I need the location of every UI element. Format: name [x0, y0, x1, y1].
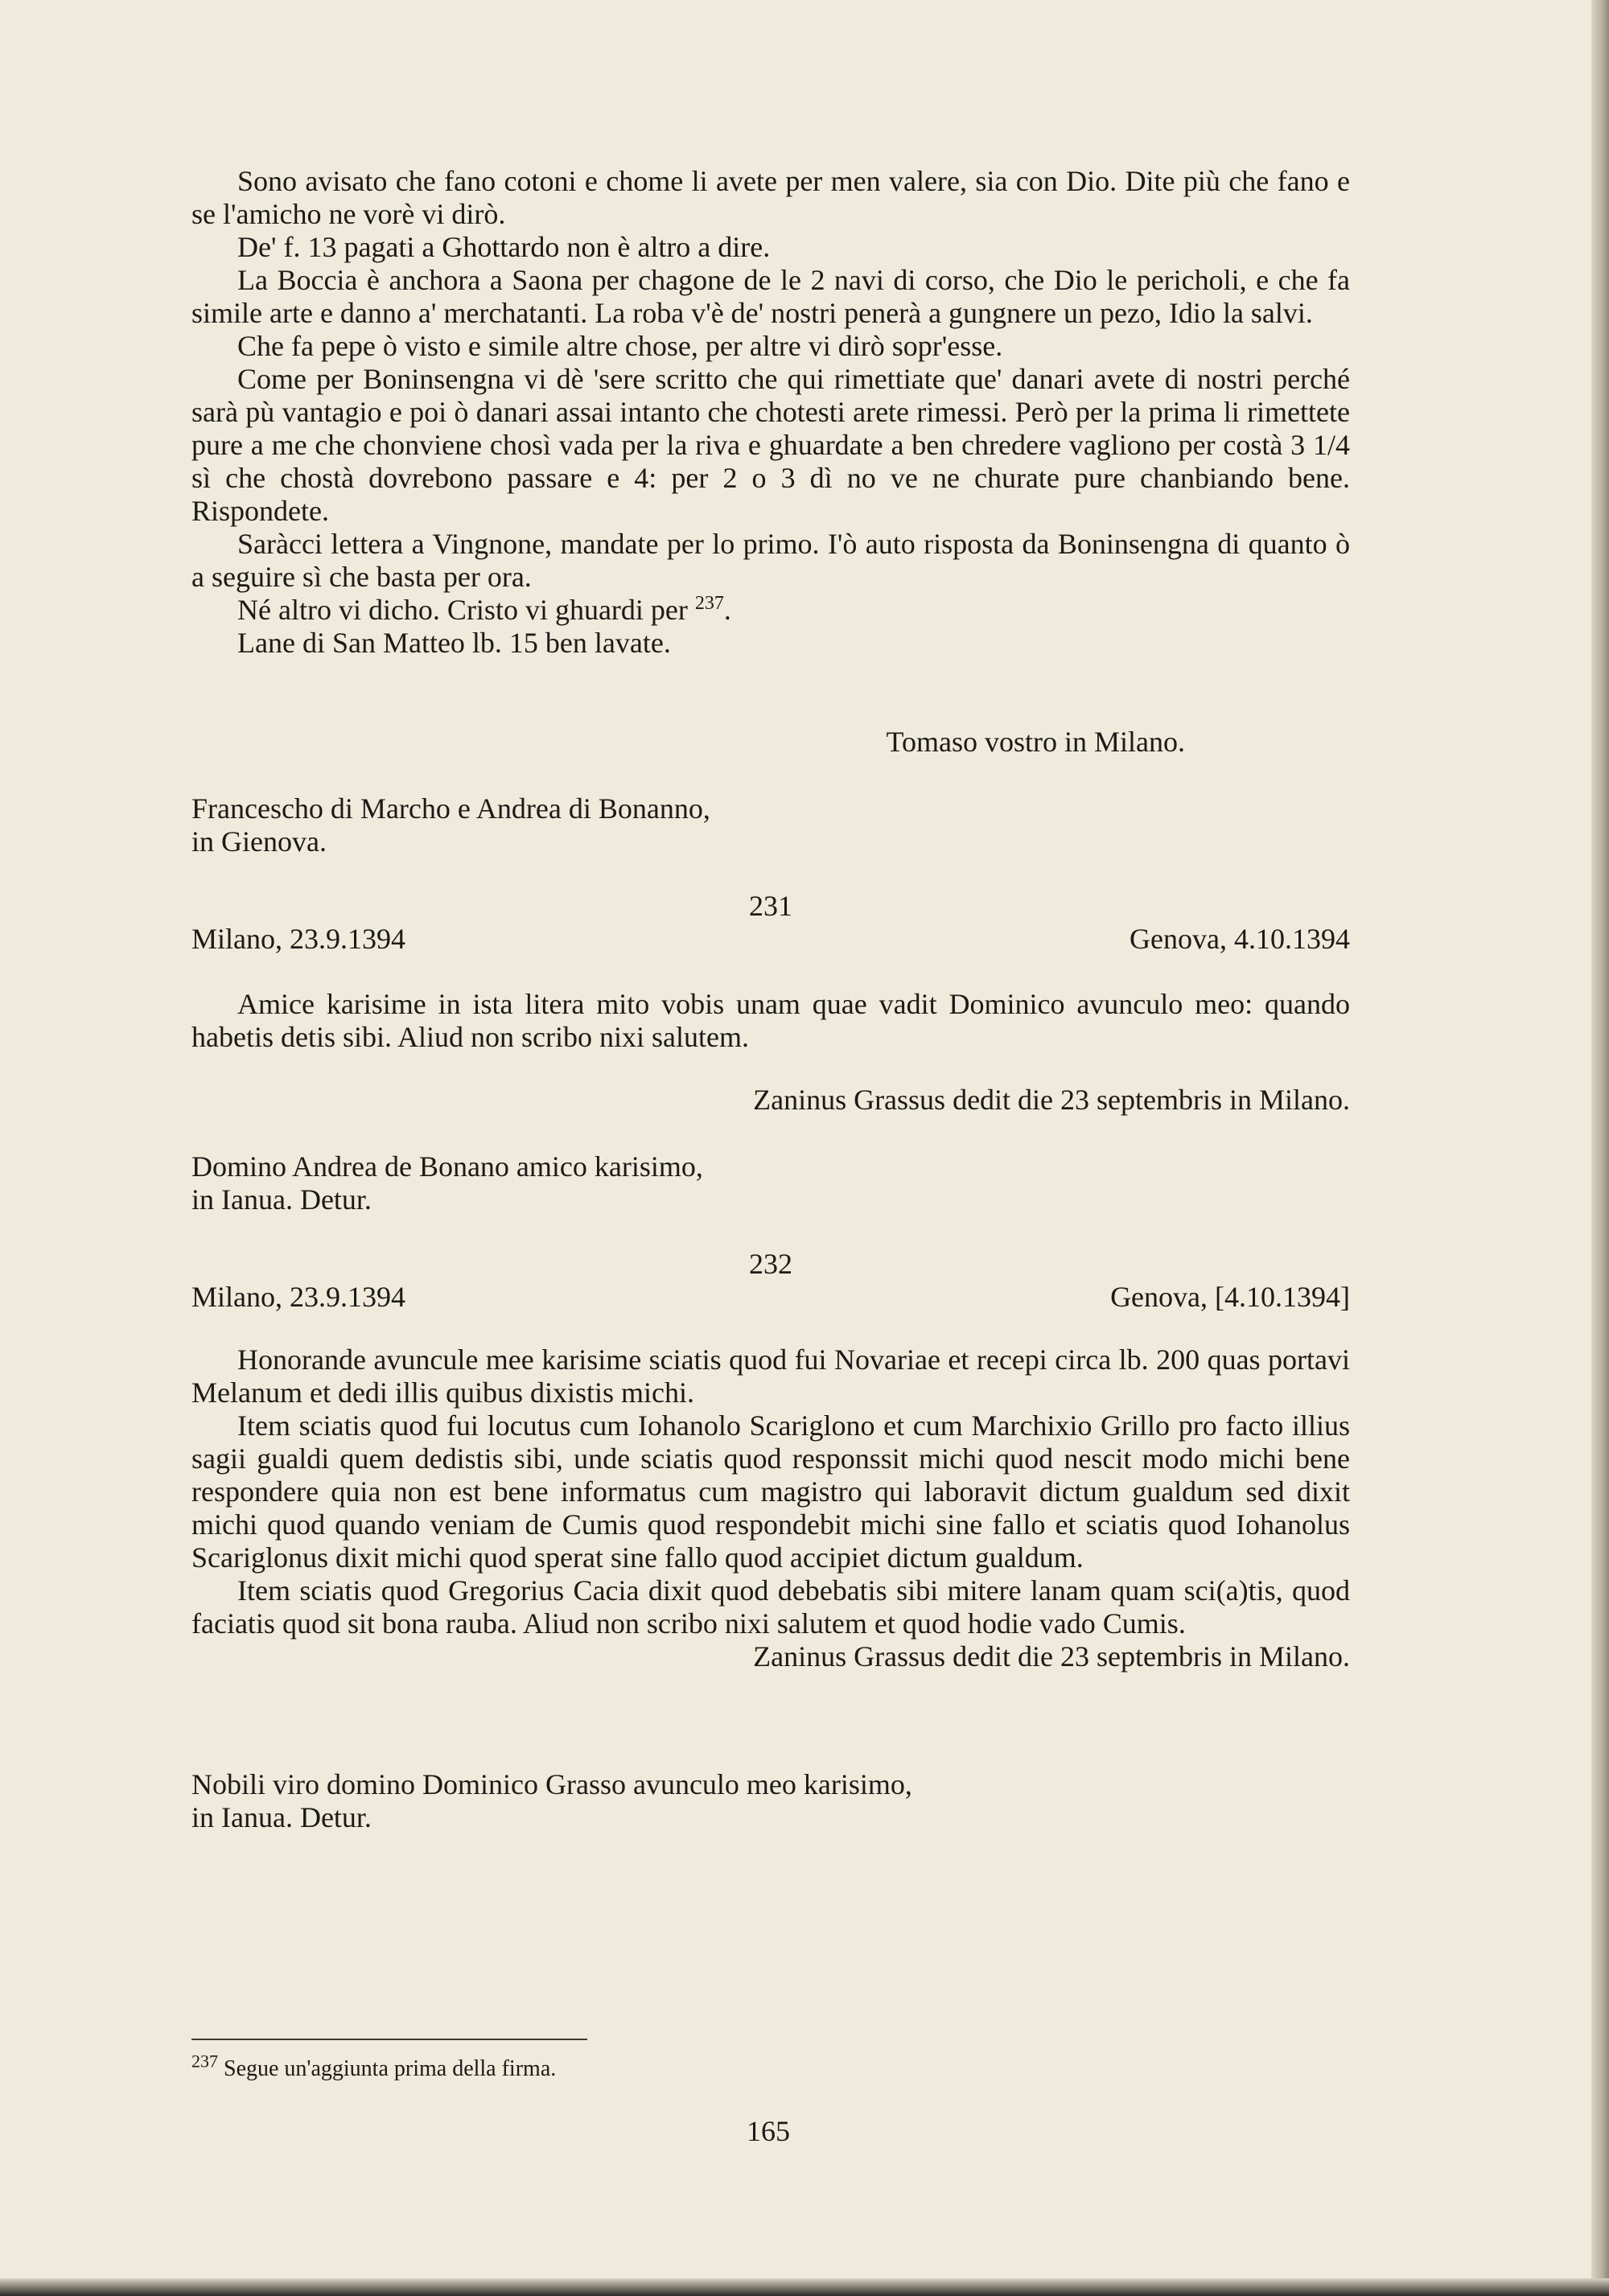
footnote-rule: [191, 2039, 587, 2040]
address-line: Nobili viro domino Dominico Grasso avunculo meo karisimo,: [191, 1768, 912, 1800]
page-number: 165: [747, 2115, 790, 2147]
letter-232-address: [191, 1768, 1350, 1834]
date-from: Milano, 23.9.1394: [191, 1281, 405, 1313]
dateline: [191, 1281, 1350, 1314]
letter-231-address: [191, 1150, 1350, 1216]
dateline: [191, 923, 1350, 956]
letter-232-body: [191, 1343, 1350, 1673]
paragraph: Saràcci lettera a Vingnone, mandate per lo primo. I'ò auto risposta da Boninsengna di quanto ò a seguire sì che basta per ora.: [191, 528, 1350, 593]
address-line: in Ianua. Detur.: [191, 1183, 372, 1216]
paragraph: Sono avisato che fano cotoni e chome li avete per men valere, sia con Dio. Dite più che fano e se l'amicho ne vorè vi dirò.: [191, 165, 1350, 230]
letter-231-body: [191, 988, 1350, 1054]
paragraph: Che fa pepe ò visto e simile altre chose, per altre vi dirò sopr'esse.: [237, 330, 1003, 362]
signature: Tomaso vostro in Milano.: [886, 726, 1185, 758]
address-line: in Ianua. Detur.: [191, 1801, 372, 1833]
address-line: Francescho di Marcho e Andrea di Bonanno,: [191, 792, 710, 825]
address-line: Domino Andrea de Bonano amico karisimo,: [191, 1150, 703, 1183]
footnote-number: 237: [191, 2051, 218, 2072]
page-edge-right: [1591, 0, 1609, 2296]
signature: Zaninus Grassus dedit die 23 septembris in Milano.: [753, 1084, 1350, 1116]
closing-line: [191, 594, 1350, 627]
paragraph: Come per Boninsengna vi dè 'sere scritto che qui rimettiate que' danari avete di nostri perché sarà pù vantagio e poi ò danari assai intanto che chotesti arete rimessi. Però per la prima li rimettete pure a me che chonviene chosì vada per la riva e ghuardate a ben chredere vagliono per costà 3 1/4 sì che chostà dovrebono passare e 4: per 2 o 3 dì no ve ne churate pure chanbiando bene. Rispondete.: [191, 363, 1350, 527]
footnote-ref: 237: [694, 593, 724, 614]
footnote: [191, 2051, 557, 2083]
closing-end: .: [723, 594, 731, 626]
paragraph: La Boccia è anchora a Saona per chagone de le 2 navi di corso, che Dio le pericholi, e che fa simile arte e danno a' merchatanti. La roba v'è de' nostri penerà a gungnere un pezo, Idio la salvi.: [191, 264, 1350, 329]
footnote-text: Segue un'aggiunta prima della firma.: [224, 2056, 557, 2081]
letter-230-body: [191, 165, 1350, 660]
address-line: in Gienova.: [191, 825, 327, 858]
letter-number: 231: [749, 890, 792, 922]
letter-231-header: [191, 890, 1350, 956]
paragraph: Item sciatis quod fui locutus cum Iohanolo Scariglono et cum Marchixio Grillo pro facto illius sagii gualdi quem dedistis sibi, unde sciatis quod responssit michi quod nescit modo michi bene respondere quia non est bene informatus cum magistro qui laboravit dictum gualdum sed dixit michi quod quando veniam de Cumis quod respondebit michi sine fallo et sciatis quod Iohanolus Scariglonus dixit michi quod sperat sine fallo quod accipiet dictum gualdum.: [191, 1409, 1350, 1574]
paragraph: Item sciatis quod Gregorius Cacia dixit quod debebatis sibi mitere lanam quam sci(a)tis, quod faciatis quod sit bona rauba. Aliud non scribo nixi salutem et quod hodie vado Cumis.: [191, 1574, 1350, 1640]
date-to: Genova, 4.10.1394: [1130, 923, 1350, 955]
paragraph: De' f. 13 pagati a Ghottardo non è altro a dire.: [237, 231, 771, 263]
closing-text: Né altro vi dicho. Cristo vi ghuardi per: [237, 594, 695, 626]
letter-231-signature-block: [191, 1084, 1350, 1117]
date-to: Genova, [4.10.1394]: [1110, 1281, 1350, 1313]
letter-number: 232: [749, 1248, 792, 1280]
signature: Zaninus Grassus dedit die 23 septembris in Milano.: [753, 1640, 1350, 1673]
paragraph: Amice karisime in ista litera mito vobis unam quae vadit Dominico avunculo meo: quando habetis detis sibi. Aliud non scribo nixi salutem.: [191, 988, 1350, 1053]
letter-230-address: [191, 792, 1350, 858]
date-from: Milano, 23.9.1394: [191, 923, 405, 955]
page-edge-bottom: [0, 2278, 1609, 2296]
letter-232-header: [191, 1248, 1350, 1314]
letter-230-signature-block: [191, 726, 1350, 759]
postscript: Lane di San Matteo lb. 15 ben lavate.: [237, 627, 671, 659]
paragraph: Honorande avuncule mee karisime sciatis quod fui Novariae et recepi circa lb. 200 quas portavi Melanum et dedi illis quibus dixistis michi.: [191, 1343, 1350, 1409]
